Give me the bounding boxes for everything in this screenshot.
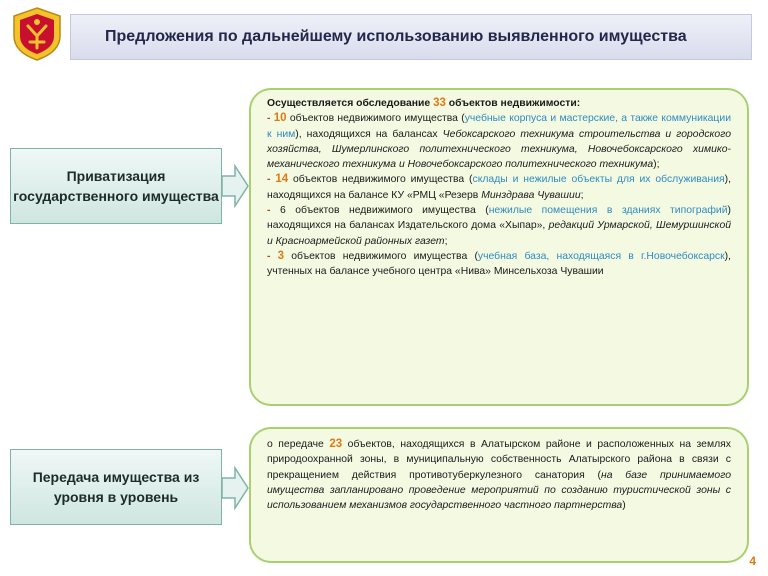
emblem-icon — [8, 6, 66, 62]
item-count: 10 — [273, 112, 287, 125]
item-italic: Минздрава Чувашии — [481, 189, 581, 201]
item-text-end: Минсельхоза Чувашии — [493, 266, 604, 278]
transfer-details-box — [249, 427, 749, 563]
item-count: 14 — [275, 173, 289, 186]
item-text: ), находящихся на балансах — [295, 128, 443, 140]
page-title-bar — [70, 14, 752, 60]
transfer-text: объектов, находящихся в Алатырском районе и расположенных на землях природоохранной зоны, в муниципальную собственность Алатырского района в связи с прекращением действия противотуберкулезного санатория ( — [267, 439, 731, 481]
transfer-count: 23 — [329, 438, 343, 450]
item-text: ), находящихся на балансе КУ «РМЦ «Резерв — [267, 174, 731, 201]
list-item — [267, 111, 731, 172]
item-dash: - — [267, 113, 274, 125]
intro-count: 33 — [433, 97, 446, 109]
item-dash: - — [267, 205, 280, 217]
intro-text-end: объектов недвижимости: — [445, 98, 581, 109]
section-label-transfer — [10, 449, 222, 525]
list-item — [267, 172, 731, 203]
item-end: ; — [580, 189, 584, 201]
item-count: 3 — [277, 249, 285, 262]
section-label-privatization — [10, 148, 222, 224]
privatization-details-box — [249, 88, 749, 406]
list-item — [267, 249, 731, 280]
item-end: ; — [444, 235, 448, 247]
transfer-end: ) — [622, 500, 626, 512]
page-number: 4 — [749, 554, 756, 568]
item-highlight: учебные корпуса и мастерские, а также коммуникации к ним — [267, 113, 731, 140]
chevron-right-icon — [221, 466, 249, 510]
page-title: Предложения по дальнейшему использованию выявленного имущества — [105, 28, 687, 45]
item-count: 6 — [279, 205, 286, 217]
item-italic: Чебоксарского техникума строительства и городского хозяйства, Шумерлинского политехнического техникума, Новочебоксарского химико-механического техникума и Новочебоксарского политехнического техникума — [267, 128, 731, 171]
item-text: объектов недвижимого имущества ( — [285, 205, 489, 217]
intro-line — [267, 96, 731, 111]
item-highlight: склады и нежилые объекты для их обслуживания — [472, 174, 725, 186]
item-text: объектов недвижимого имущества ( — [288, 174, 473, 186]
item-highlight: нежилые помещения в зданиях типографий — [488, 205, 728, 217]
item-text: ), учтенных на балансе учебного центра «Нива» — [267, 250, 731, 278]
item-italic: редакций Урмарской, Шемуршинской и Красноармейской районных газет — [267, 220, 732, 247]
chevron-right-icon — [221, 164, 249, 208]
item-text: объектов недвижимого имущества ( — [286, 113, 465, 125]
intro-text: Осуществляется обследование — [267, 98, 434, 109]
transfer-text: о передаче — [267, 439, 330, 450]
list-item — [267, 203, 731, 249]
item-highlight: учебная база, находящаяся в г.Новочебоксарск — [477, 250, 725, 262]
section-label: Приватизация государственного имущества — [13, 168, 219, 204]
item-dash: - — [267, 250, 278, 262]
item-dash: - — [267, 174, 276, 186]
item-end: ); — [653, 159, 660, 171]
transfer-italic: на базе принимаемого имущества запланировано проведение мероприятий по созданию туристической зоны с использованием механизмов государственного частного партнерства — [267, 469, 731, 512]
section-label: Передача имущества из уровня в уровень — [32, 469, 200, 505]
item-text: ) находящихся на балансах Издательского дома «Хыпар», — [267, 205, 731, 232]
item-text: объектов недвижимого имущества ( — [284, 250, 478, 262]
